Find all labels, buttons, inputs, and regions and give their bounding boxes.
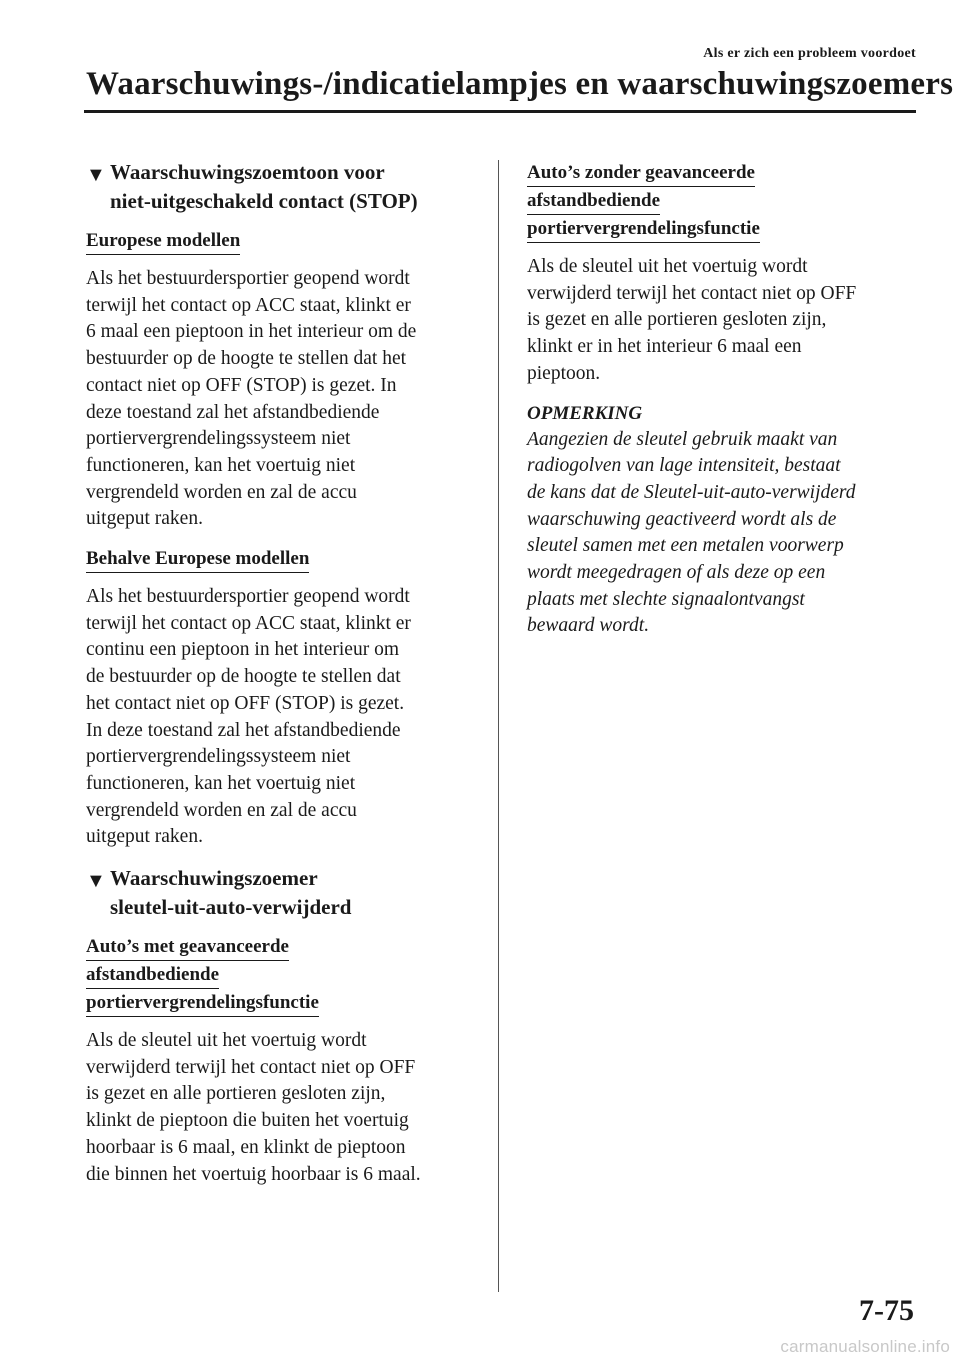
note-label: OPMERKING (527, 402, 643, 424)
heading-key-removed-warning (86, 864, 486, 922)
subheading-wrap (527, 160, 927, 243)
note-block (527, 401, 927, 641)
subheading-with-advanced-keyless: afstandbediende (86, 962, 219, 989)
heading-line: Waarschuwingszoemtoon voor (110, 160, 385, 184)
right-column (527, 160, 927, 640)
left-column (86, 158, 486, 1201)
subheading-without-advanced-keyless: afstandbediende (527, 188, 660, 215)
chapter-label: Als er zich een probleem voordoet (703, 46, 916, 61)
subheading-without-advanced-keyless: portiervergrendelingsfunctie (527, 216, 760, 243)
subheading-with-advanced-keyless: portiervergrendelingsfunctie (86, 990, 319, 1017)
paragraph-without-advanced-keyless: Als de sleutel uit het voertuig wordt verwijderd terwijl het contact niet op OFF is gezet en alle portieren gesloten zijn, klinkt er in het interieur 6 maal een pieptoon. (527, 256, 857, 384)
subheading-without-advanced-keyless: Auto’s zonder geavanceerde (527, 160, 755, 187)
page-number: 7-75 (859, 1294, 914, 1327)
subheading-non-european: Behalve Europese modellen (86, 546, 309, 573)
triangle-down-icon: ▼ (86, 164, 106, 186)
paragraph-with-advanced-keyless: Als de sleutel uit het voertuig wordt verwijderd terwijl het contact niet op OFF is gezet en alle portieren gesloten zijn, klinkt de pieptoon die buiten het voertuig hoorbaar is 6 maal, en klinkt de pieptoon die binnen het voertuig hoorbaar is 6 maal. (86, 1030, 421, 1185)
heading-line: Waarschuwingszoemer (110, 866, 318, 891)
heading-line: niet-uitgeschakeld contact (STOP) (110, 189, 418, 213)
paragraph-european: Als het bestuurdersportier geopend wordt terwijl het contact op ACC staat, klinkt er 6 maal een pieptoon in het interieur om de bestuurder op de hoogte te stellen dat het contact niet op OFF (STOP) is gezet. In deze toestand zal het afstandbediende portiervergrendelingssysteem niet functioneren, kan het voertuig niet vergrendeld worden en zal de accu uitgeput raken. (86, 268, 417, 530)
heading-stop-warning (86, 158, 486, 216)
subheading-wrap (86, 934, 486, 1017)
heading-line: sleutel-uit-auto-verwijderd (110, 895, 352, 920)
subheading-wrap (86, 228, 486, 255)
paragraph-non-european: Als het bestuurdersportier geopend wordt terwijl het contact op ACC staat, klinkt er continu een pieptoon in het interieur om de bestuurder op de hoogte te stellen dat het contact niet op OFF (STOP) is gezet. In deze toestand zal het afstandbediende portiervergrendelingssysteem niet functioneren, kan het voertuig niet vergrendeld worden en zal de accu uitgeput raken. (86, 586, 411, 848)
note-text: Aangezien de sleutel gebruik maakt van radiogolven van lage intensiteit, bestaat de kans dat de Sleutel-uit-auto-verwijderd waarschuwing geactiveerd wordt als de sleutel samen met een metalen voorwerp wordt meegedragen of als deze op een plaats met slechte signaalontvangst bewaard wordt. (527, 428, 856, 637)
triangle-down-icon: ▼ (86, 870, 106, 893)
subheading-european: Europese modellen (86, 228, 240, 255)
watermark-text: carmanualsonline.info (780, 1337, 950, 1356)
subheading-wrap (86, 546, 486, 573)
section-title: Waarschuwings-/indicatielampjes en waarschuwingszoemers (86, 66, 954, 102)
header-rule (84, 110, 916, 113)
column-divider (498, 160, 499, 1292)
subheading-with-advanced-keyless: Auto’s met geavanceerde (86, 934, 289, 961)
